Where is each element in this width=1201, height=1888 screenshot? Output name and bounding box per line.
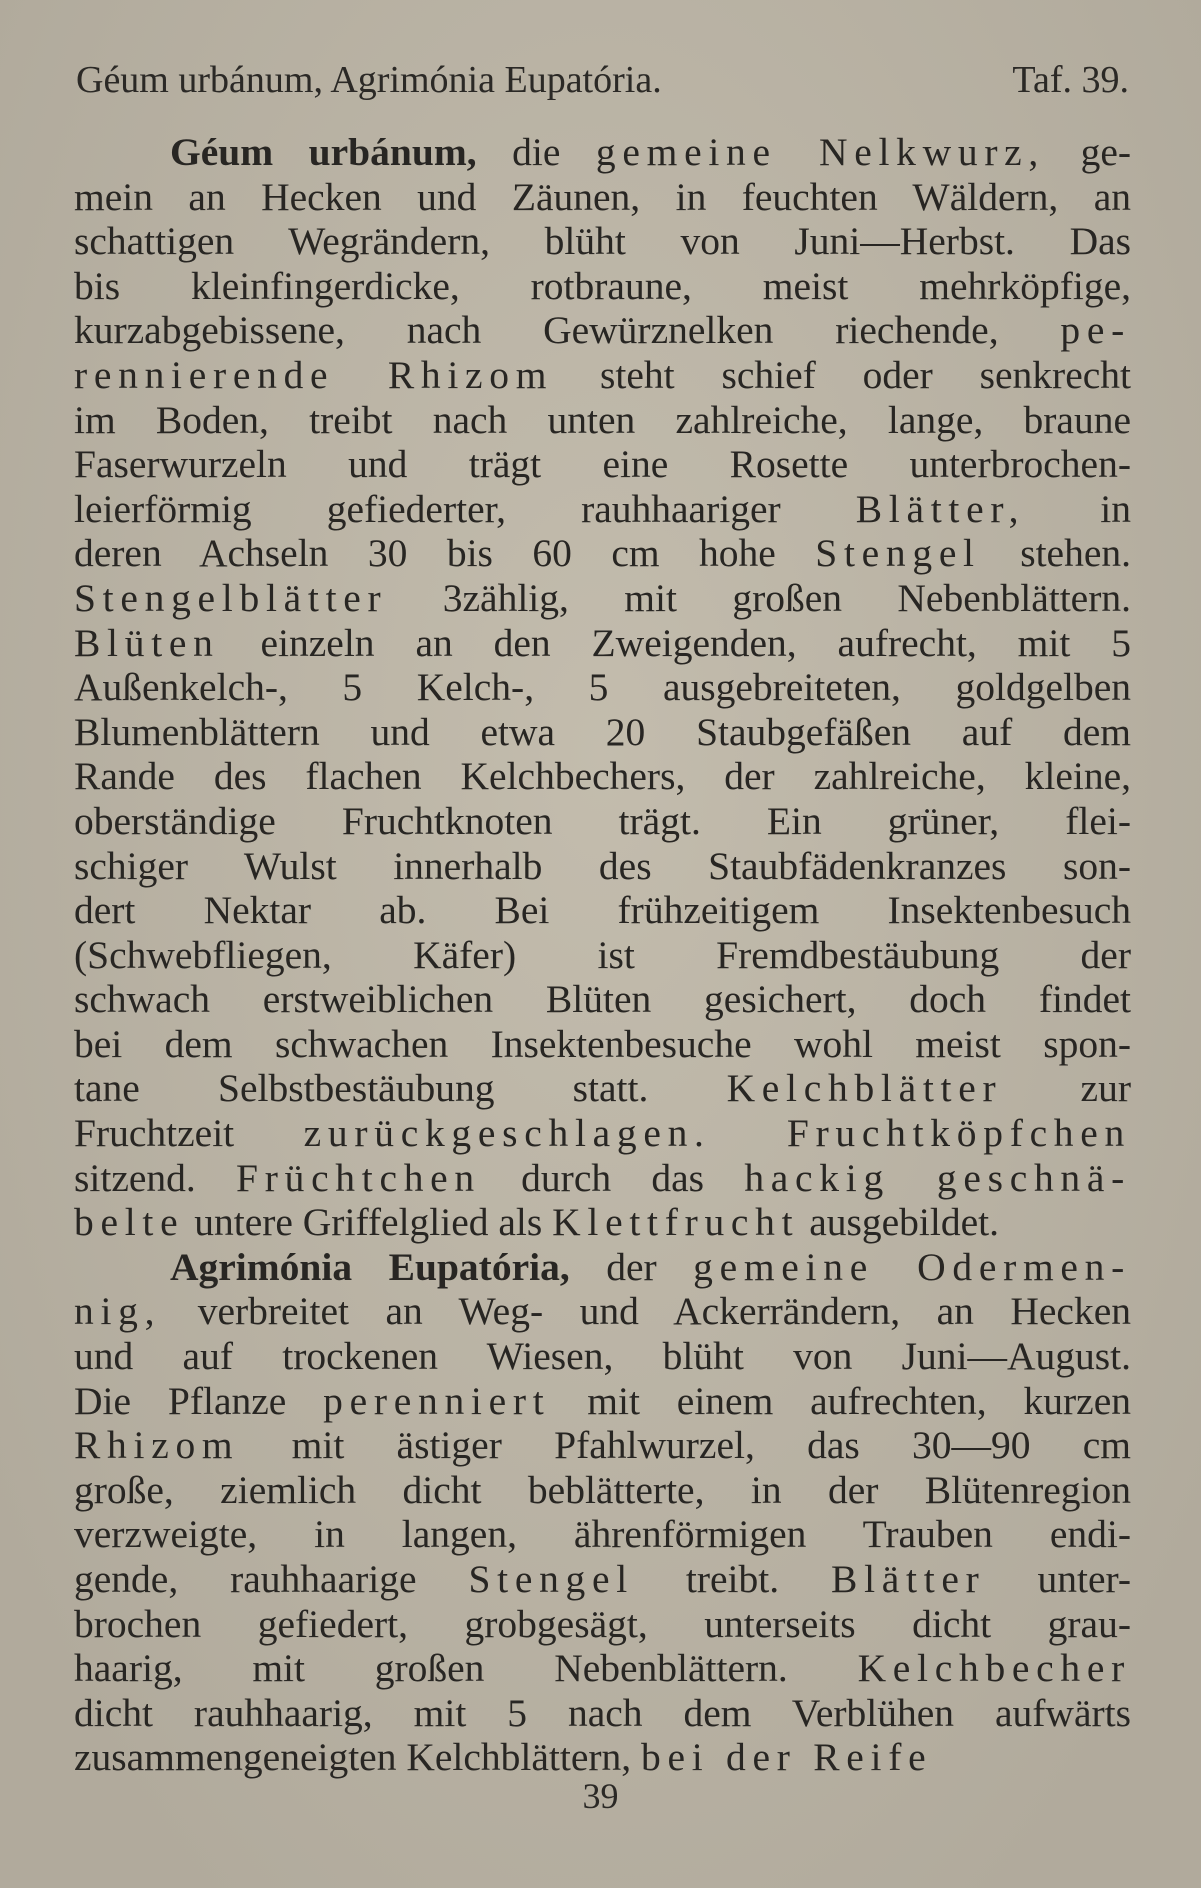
- text-run: stehen.: [980, 531, 1131, 576]
- text-run: die: [476, 130, 596, 174]
- text-line: [74, 264, 1131, 309]
- text-run: tane Selbstbestäubung statt.: [74, 1066, 727, 1111]
- text-run: schiger Wulst innerhalb des Staubfädenkranzes son-: [74, 843, 1131, 888]
- text-run: leierförmig gefiederter, rauhhaariger: [74, 486, 856, 531]
- text-line: [74, 799, 1131, 844]
- spaced-emphasis: Stengelblätter: [74, 575, 388, 620]
- text-line: [74, 844, 1131, 889]
- text-line: [74, 1735, 1131, 1780]
- text-run: kurzabgebissene, nach Gewürznelken riechende,: [74, 308, 1061, 353]
- text-run: einzeln an den Zweigenden, aufrecht, mit 5: [219, 620, 1131, 665]
- running-header: [76, 54, 1129, 106]
- spaced-emphasis: nig,: [74, 1289, 162, 1334]
- text-line: [74, 1200, 1131, 1245]
- text-line: [74, 1423, 1131, 1468]
- text-line: [74, 1111, 1131, 1156]
- text-line: [74, 621, 1131, 666]
- text-run: deren Achseln 30 bis 60 cm hohe: [74, 531, 816, 576]
- text-run: treibt.: [633, 1557, 832, 1601]
- text-line: [74, 487, 1131, 532]
- text-run: durch das: [480, 1155, 745, 1200]
- spaced-emphasis: Kelchblätter: [726, 1066, 1003, 1111]
- text-run: verbreitet an Weg- und Ackerrändern, an Hecken: [161, 1289, 1131, 1334]
- text-line: [74, 398, 1131, 443]
- spaced-emphasis: Klettfrucht: [552, 1200, 800, 1245]
- spaced-emphasis: gemeine Nelkwurz,: [595, 130, 1046, 174]
- text-run: sitzend.: [74, 1155, 237, 1200]
- text-line: [74, 977, 1131, 1022]
- text-run: 3zählig, mit großen Nebenblättern.: [387, 575, 1131, 620]
- text-run: verzweigte, in langen, ährenförmigen Trauben endi-: [74, 1512, 1131, 1557]
- text-run: schwach erstweiblichen Blüten gesichert, doch findet: [74, 977, 1131, 1022]
- text-run: brochen gefiedert, grobgesägt, unterseits dicht grau-: [74, 1601, 1131, 1646]
- spaced-emphasis: Früchtchen: [236, 1155, 481, 1200]
- text-run: Rande des flachen Kelchbechers, der zahlreiche, kleine,: [74, 754, 1131, 799]
- text-run: (Schwebfliegen, Käfer) ist Fremdbestäubung der: [74, 932, 1131, 977]
- text-line: [74, 1691, 1131, 1736]
- text-line: [74, 1245, 1131, 1290]
- spaced-emphasis: pe-: [1060, 308, 1131, 353]
- text-line: [74, 1557, 1131, 1602]
- text-line: [74, 442, 1131, 487]
- spaced-emphasis: rennierende Rhizom: [74, 352, 554, 397]
- text-run: ausgebildet.: [799, 1200, 999, 1245]
- text-run: im Boden, treibt nach unten zahlreiche, lange, braune: [74, 397, 1131, 442]
- text-run: große, ziemlich dicht beblätterte, in der Blütenregion: [74, 1467, 1131, 1512]
- text-run: bis kleinfingerdicke, rotbraune, meist mehrköpfige,: [74, 263, 1131, 308]
- spaced-emphasis: Stengel: [815, 531, 981, 576]
- text-run: und auf trockenen Wiesen, blüht von Juni—August.: [74, 1334, 1131, 1379]
- text-run: Faserwurzeln und trägt eine Rosette unterbrochen-: [74, 442, 1131, 487]
- text-line: [74, 1646, 1131, 1691]
- text-line: [74, 1468, 1131, 1513]
- body-text: [74, 130, 1131, 1780]
- text-run: mein an Hecken und Zäunen, in feuchten Wäldern, an: [74, 174, 1131, 219]
- text-run: Die Pflanze: [74, 1378, 324, 1423]
- text-line: [74, 1602, 1131, 1647]
- text-run: der: [569, 1244, 694, 1289]
- text-run: oberständige Fruchtknoten trägt. Ein grüner, flei-: [74, 798, 1131, 843]
- text-line: [74, 219, 1131, 264]
- text-run: dert Nektar ab. Bei frühzeitigem Insektenbesuch: [74, 888, 1131, 933]
- text-run: Außenkelch-, 5 Kelch-, 5 ausgebreiteten, goldgelben: [74, 665, 1131, 710]
- text-line: [74, 1289, 1131, 1334]
- text-run: mit ästiger Pfahlwurzel, das 30—90 cm: [239, 1423, 1131, 1468]
- spaced-emphasis: Blüten: [74, 620, 220, 665]
- spaced-emphasis: Kelchbecher: [857, 1646, 1131, 1691]
- text-run: zur: [1002, 1066, 1131, 1111]
- text-line: [74, 1334, 1131, 1379]
- text-run: schattigen Wegrändern, blüht von Juni—Herbst. Das: [74, 219, 1131, 264]
- plate-number: Taf. 39.: [1012, 59, 1129, 101]
- page-number: 39: [582, 1776, 619, 1816]
- text-line: [74, 888, 1131, 933]
- text-run: in: [1025, 486, 1131, 531]
- spaced-emphasis: gemeine Odermen-: [693, 1244, 1131, 1289]
- text-line: [74, 1022, 1131, 1067]
- text-run: ge-: [1045, 130, 1131, 174]
- text-line: [74, 175, 1131, 220]
- text-run: gende, rauhhaarige: [74, 1557, 469, 1601]
- bold-term: Agrimónia Eupatória,: [170, 1244, 570, 1289]
- text-line: [74, 1156, 1131, 1201]
- text-run: haarig, mit großen Nebenblättern.: [74, 1646, 858, 1691]
- running-title: Géum urbánum, Agrimónia Eupatória.: [76, 59, 662, 101]
- text-line: [74, 754, 1131, 799]
- spaced-emphasis: Stengel: [468, 1557, 634, 1601]
- text-line: [74, 665, 1131, 710]
- spaced-emphasis: hackig geschnä-: [744, 1155, 1131, 1200]
- text-run: dicht rauhhaarig, mit 5 nach dem Verblühen aufwärts: [74, 1690, 1131, 1735]
- text-line: [74, 1512, 1131, 1557]
- text-run: bei dem schwachen Insektenbesuche wohl meist spon-: [74, 1021, 1131, 1066]
- text-line: [74, 933, 1131, 978]
- text-run: steht schief oder senkrecht: [553, 352, 1132, 397]
- spaced-emphasis: Blätter,: [855, 486, 1026, 531]
- spaced-emphasis: Rhizom: [74, 1423, 240, 1468]
- text-run: untere Griffelglied als: [184, 1200, 553, 1245]
- text-line: [74, 130, 1131, 175]
- spaced-emphasis: zurückgeschlagen. Fruchtköpfchen: [303, 1111, 1131, 1156]
- text-line: [74, 710, 1131, 755]
- text-line: [74, 353, 1131, 398]
- text-line: [74, 308, 1131, 353]
- text-run: mit einem aufrechten, kurzen: [550, 1378, 1131, 1423]
- text-line: [74, 1379, 1131, 1424]
- text-run: zusammengeneigten Kelchblättern,: [74, 1735, 642, 1780]
- text-line: [74, 576, 1131, 621]
- spaced-emphasis: perenniert: [323, 1378, 551, 1423]
- text-line: [74, 1066, 1131, 1111]
- spaced-emphasis: Blätter: [831, 1557, 986, 1601]
- text-run: Fruchtzeit: [74, 1111, 304, 1156]
- spaced-emphasis: belte: [74, 1200, 185, 1245]
- spaced-emphasis: bei der Reife: [641, 1735, 933, 1780]
- text-line: [74, 531, 1131, 576]
- text-run: unter-: [985, 1557, 1131, 1601]
- text-run: Blumenblättern und etwa 20 Staubgefäßen auf dem: [74, 709, 1131, 754]
- bold-term: Géum urbánum,: [170, 130, 477, 174]
